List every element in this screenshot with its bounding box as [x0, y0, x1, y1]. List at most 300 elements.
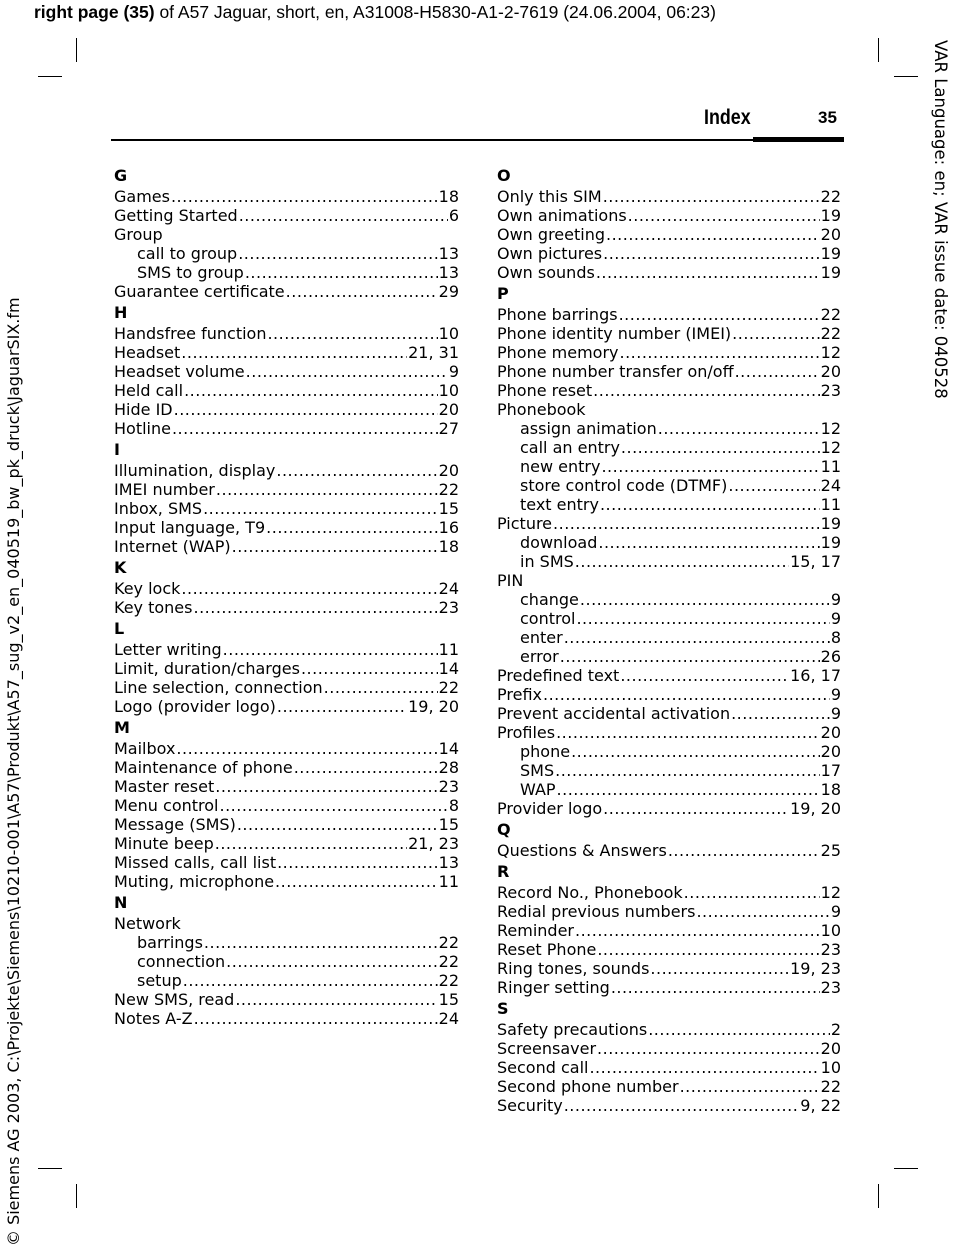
index-page-refs: 9: [830, 590, 841, 609]
index-entry: [497, 1058, 841, 1077]
index-term: change: [520, 590, 579, 609]
index-entry: [114, 834, 459, 853]
index-page-refs: 28: [438, 758, 459, 777]
dot-leader: [286, 282, 438, 301]
index-page-refs: 14: [438, 659, 459, 678]
index-page-refs: 19: [820, 514, 841, 533]
index-entry: [497, 841, 841, 860]
dot-leader: [684, 883, 820, 902]
index-term: setup: [137, 971, 182, 990]
index-term: Provider logo: [497, 799, 603, 818]
index-page-refs: 22: [820, 324, 841, 343]
index-term: error: [520, 647, 559, 666]
index-term: Master reset: [114, 777, 215, 796]
index-entry: [114, 343, 459, 362]
index-term: Own greeting: [497, 225, 605, 244]
index-entry: [114, 579, 459, 598]
dot-leader: [324, 678, 438, 697]
index-entry: [497, 1020, 841, 1039]
index-subentry: [497, 780, 841, 799]
index-page-refs: 13: [438, 244, 459, 263]
dot-leader: [267, 324, 437, 343]
index-subentry: [497, 590, 841, 609]
index-page-refs: 8: [830, 628, 841, 647]
index-page-refs: 23: [438, 777, 459, 796]
index-term: Prefix: [497, 685, 542, 704]
index-page-refs: 22: [820, 305, 841, 324]
dot-leader: [203, 499, 438, 518]
index-entry: [497, 1039, 841, 1058]
index-term: Hide ID: [114, 400, 173, 419]
dot-leader: [596, 263, 820, 282]
dot-leader: [601, 457, 819, 476]
index-term: Own sounds: [497, 263, 595, 282]
index-letter-heading: G: [114, 166, 128, 185]
index-page-refs: 24: [820, 476, 841, 495]
index-letter-heading: M: [114, 718, 130, 737]
dot-leader: [555, 761, 820, 780]
index-entry: [114, 739, 459, 758]
index-term: Phone memory: [497, 343, 619, 362]
index-term: barrings: [137, 933, 203, 952]
index-subentry: [497, 552, 841, 571]
dot-leader: [171, 187, 438, 206]
index-subentry: [497, 742, 841, 761]
index-term: Key tones: [114, 598, 193, 617]
index-page-refs: 29: [438, 282, 459, 301]
index-page-refs: 23: [820, 940, 841, 959]
dot-leader: [237, 815, 438, 834]
index-subentry: [114, 263, 459, 282]
index-entry: [497, 940, 841, 959]
index-page-refs: 12: [820, 438, 841, 457]
index-page-refs: 9: [830, 902, 841, 921]
index-entry: [497, 921, 841, 940]
index-term: Logo (provider logo): [114, 697, 276, 716]
document-meta-line: [34, 2, 716, 23]
index-entry: [497, 381, 841, 400]
index-page-refs: 11: [820, 457, 841, 476]
index-term: Second call: [497, 1058, 589, 1077]
index-term: in SMS: [520, 552, 574, 571]
index-entry: [114, 758, 459, 777]
index-entry: [114, 1009, 459, 1028]
index-entry: [497, 571, 841, 590]
index-page-refs: 10: [438, 381, 459, 400]
index-letter-heading: O: [497, 166, 511, 185]
index-page-refs: 23: [820, 381, 841, 400]
index-term: Ring tones, sounds: [497, 959, 650, 978]
index-entry: [114, 678, 459, 697]
index-page-refs: 15: [438, 815, 459, 834]
index-page-refs: 20: [820, 362, 841, 381]
index-page-refs: 25: [820, 841, 841, 860]
index-page-refs: 16, 17: [790, 666, 841, 685]
index-term: Guarantee certificate: [114, 282, 285, 301]
index-page-refs: 13: [438, 263, 459, 282]
dot-leader: [277, 697, 407, 716]
index-entry: [114, 187, 459, 206]
index-entry: [114, 518, 459, 537]
index-page-refs: 23: [820, 978, 841, 997]
index-page-refs: 12: [820, 419, 841, 438]
index-page-refs: 17: [820, 761, 841, 780]
index-page-refs: 20: [820, 742, 841, 761]
index-term: Picture: [497, 514, 553, 533]
index-term: Phonebook: [497, 400, 586, 419]
index-term: Key lock: [114, 579, 181, 598]
index-page-refs: 22: [820, 1077, 841, 1096]
index-page-refs: 22: [438, 971, 459, 990]
dot-leader: [194, 1009, 438, 1028]
index-column-right: [497, 164, 841, 1115]
index-term: Predefined text: [497, 666, 620, 685]
index-page-refs: 19, 23: [790, 959, 841, 978]
index-term: phone: [520, 742, 571, 761]
index-term: Games: [114, 187, 170, 206]
index-term: Phone number transfer on/off: [497, 362, 734, 381]
dot-leader: [728, 476, 819, 495]
index-entry: [114, 480, 459, 499]
index-term: Only this SIM: [497, 187, 602, 206]
dot-leader: [597, 940, 819, 959]
index-column-left: [114, 164, 459, 1028]
dot-leader: [668, 841, 820, 860]
index-term: text entry: [520, 495, 599, 514]
index-page-refs: 22: [438, 480, 459, 499]
index-term: Phone barrings: [497, 305, 618, 324]
index-page-refs: 20: [820, 723, 841, 742]
dot-leader: [276, 461, 437, 480]
dot-leader: [238, 244, 437, 263]
dot-leader: [571, 742, 820, 761]
index-term: download: [520, 533, 598, 552]
index-term: Hotline: [114, 419, 171, 438]
index-page-refs: 26: [820, 647, 841, 666]
index-term: Handsfree function: [114, 324, 267, 343]
dot-leader: [183, 971, 438, 990]
index-letter-heading: H: [114, 303, 128, 322]
index-term: Message (SMS): [114, 815, 236, 834]
index-entry: [114, 796, 459, 815]
index-term: Group: [114, 225, 163, 244]
index-page-refs: 6: [448, 206, 459, 225]
index-page-refs: 18: [820, 780, 841, 799]
dot-leader: [575, 921, 820, 940]
index-term: Menu control: [114, 796, 219, 815]
side-file-path: © Siemens AG 2003, C:\Projekte\Siemens\10210-001\A57\Produkt\A57_sug_v2_en_040519_bw_pk_druck\JaguarSIX.fm: [4, 297, 23, 1246]
index-page-refs: 10: [438, 324, 459, 343]
dot-leader: [621, 438, 820, 457]
dot-leader: [576, 609, 829, 628]
dot-leader: [593, 381, 819, 400]
index-entry: [497, 959, 841, 978]
index-subentry: [497, 476, 841, 495]
index-entry: [497, 704, 841, 723]
dot-leader: [239, 206, 448, 225]
dot-leader: [560, 647, 820, 666]
page-number: 35: [818, 108, 837, 127]
dot-leader: [658, 419, 820, 438]
index-page-refs: 18: [438, 187, 459, 206]
index-term: Security: [497, 1096, 563, 1115]
index-term: control: [520, 609, 576, 628]
index-term: Maintenance of phone: [114, 758, 293, 777]
index-page-refs: 11: [820, 495, 841, 514]
index-page-refs: 14: [438, 739, 459, 758]
dot-leader: [232, 537, 438, 556]
index-term: connection: [137, 952, 226, 971]
dot-leader: [557, 780, 820, 799]
index-term: Ringer setting: [497, 978, 610, 997]
index-term: SMS: [520, 761, 555, 780]
index-page-refs: 23: [438, 598, 459, 617]
index-term: call an entry: [520, 438, 620, 457]
index-entry: [497, 263, 841, 282]
index-page-refs: 16: [438, 518, 459, 537]
dot-leader: [580, 590, 830, 609]
index-page-refs: 19: [820, 533, 841, 552]
index-page-refs: 21, 31: [408, 343, 459, 362]
index-page-refs: 22: [820, 187, 841, 206]
index-entry: [497, 343, 841, 362]
index-page-refs: 2: [830, 1020, 841, 1039]
index-page-refs: 11: [438, 872, 459, 891]
index-page-refs: 15: [438, 990, 459, 1009]
index-entry: [114, 598, 459, 617]
index-page-refs: 9, 22: [800, 1096, 841, 1115]
index-term: PIN: [497, 571, 524, 590]
dot-leader: [600, 495, 820, 514]
dot-leader: [620, 666, 789, 685]
dot-leader: [266, 518, 438, 537]
crop-mark: [878, 38, 879, 62]
dot-leader: [696, 902, 829, 921]
index-page-refs: 10: [820, 1058, 841, 1077]
dot-leader: [603, 244, 820, 263]
index-term: Reset Phone: [497, 940, 597, 959]
index-page-refs: 15, 17: [790, 552, 841, 571]
dot-leader: [575, 552, 789, 571]
index-term: Headset: [114, 343, 181, 362]
index-entry: [114, 815, 459, 834]
index-entry: [497, 362, 841, 381]
index-page-refs: 18: [438, 537, 459, 556]
dot-leader: [603, 187, 820, 206]
index-page-refs: 20: [438, 400, 459, 419]
dot-leader: [223, 640, 438, 659]
dot-leader: [553, 514, 820, 533]
index-page-refs: 20: [438, 461, 459, 480]
crop-mark: [38, 76, 62, 77]
index-page-refs: 15: [438, 499, 459, 518]
dot-leader: [564, 1096, 800, 1115]
dot-leader: [294, 758, 438, 777]
index-term: Muting, microphone: [114, 872, 275, 891]
index-entry: [114, 225, 459, 244]
index-entry: [497, 1077, 841, 1096]
index-entry: [497, 723, 841, 742]
dot-leader: [193, 598, 437, 617]
index-term: assign animation: [520, 419, 657, 438]
index-subentry: [497, 609, 841, 628]
dot-leader: [603, 799, 789, 818]
dot-leader: [619, 305, 820, 324]
index-page-refs: 22: [438, 952, 459, 971]
dot-leader: [172, 419, 438, 438]
index-page-refs: 24: [438, 1009, 459, 1028]
header-rule: [111, 139, 844, 141]
index-letter-heading: S: [497, 999, 509, 1018]
dot-leader: [628, 206, 820, 225]
index-term: Getting Started: [114, 206, 238, 225]
index-entry: [114, 697, 459, 716]
document-meta-details: of A57 Jaguar, short, en, A31008-H5830-A1-2-7619 (24.06.2004, 06:23): [154, 2, 716, 22]
index-term: store control code (DTMF): [520, 476, 728, 495]
index-term: Redial previous numbers: [497, 902, 696, 921]
dot-leader: [543, 685, 830, 704]
dot-leader: [648, 1020, 830, 1039]
crop-mark: [894, 76, 918, 77]
crop-mark: [878, 1184, 879, 1208]
dot-leader: [277, 853, 438, 872]
index-page-refs: 9: [830, 704, 841, 723]
index-entry: [114, 362, 459, 381]
index-term: WAP: [520, 780, 556, 799]
dot-leader: [735, 362, 820, 381]
document-page-ref: right page (35): [34, 2, 155, 22]
index-page-refs: 20: [820, 1039, 841, 1058]
index-page-refs: 27: [438, 419, 459, 438]
index-term: enter: [520, 628, 563, 647]
index-subentry: [114, 933, 459, 952]
dot-leader: [650, 959, 789, 978]
index-entry: [497, 666, 841, 685]
index-page-refs: 19: [820, 244, 841, 263]
index-term: Record No., Phonebook: [497, 883, 683, 902]
index-page-refs: 19, 20: [790, 799, 841, 818]
index-term: Minute beep: [114, 834, 214, 853]
crop-mark: [894, 1168, 918, 1169]
index-term: new entry: [520, 457, 601, 476]
index-term: Safety precautions: [497, 1020, 648, 1039]
index-page-refs: 12: [820, 343, 841, 362]
crop-mark: [76, 1184, 77, 1208]
index-subentry: [114, 952, 459, 971]
dot-leader: [611, 978, 820, 997]
index-term: Headset volume: [114, 362, 245, 381]
dot-leader: [275, 872, 438, 891]
index-entry: [114, 990, 459, 1009]
dot-leader: [589, 1058, 819, 1077]
index-entry: [114, 853, 459, 872]
index-entry: [114, 640, 459, 659]
index-entry: [114, 461, 459, 480]
index-entry: [497, 978, 841, 997]
index-term: Input language, T9: [114, 518, 266, 537]
dot-leader: [216, 480, 438, 499]
index-page-refs: 13: [438, 853, 459, 872]
index-subentry: [497, 438, 841, 457]
index-page-refs: 11: [438, 640, 459, 659]
dot-leader: [598, 533, 819, 552]
dot-leader: [181, 579, 437, 598]
index-term: Held call: [114, 381, 184, 400]
index-entry: [497, 400, 841, 419]
index-entry: [114, 206, 459, 225]
index-entry: [114, 914, 459, 933]
index-page-refs: 8: [448, 796, 459, 815]
index-entry: [114, 537, 459, 556]
index-entry: [114, 282, 459, 301]
dot-leader: [219, 796, 447, 815]
index-term: Screensaver: [497, 1039, 597, 1058]
index-entry: [497, 324, 841, 343]
index-entry: [497, 883, 841, 902]
index-entry: [497, 902, 841, 921]
index-letter-heading: K: [114, 558, 127, 577]
index-term: Profiles: [497, 723, 556, 742]
index-subentry: [497, 628, 841, 647]
index-term: Letter writing: [114, 640, 222, 659]
index-entry: [497, 206, 841, 225]
index-page-refs: 10: [820, 921, 841, 940]
index-page-refs: 21, 23: [408, 834, 459, 853]
dot-leader: [606, 225, 820, 244]
dot-leader: [597, 1039, 820, 1058]
index-entry: [497, 1096, 841, 1115]
index-page-refs: 12: [820, 883, 841, 902]
index-letter-heading: R: [497, 862, 510, 881]
page-title: Index: [704, 106, 751, 129]
index-term: Phone reset: [497, 381, 593, 400]
dot-leader: [301, 659, 438, 678]
index-page-refs: 24: [438, 579, 459, 598]
index-entry: [497, 799, 841, 818]
dot-leader: [556, 723, 820, 742]
index-entry: [497, 514, 841, 533]
index-term: Internet (WAP): [114, 537, 231, 556]
index-page-refs: 9: [448, 362, 459, 381]
index-entry: [497, 685, 841, 704]
index-term: Notes A-Z: [114, 1009, 193, 1028]
index-page-refs: 22: [438, 678, 459, 697]
index-entry: [114, 872, 459, 891]
index-subentry: [497, 761, 841, 780]
index-term: Network: [114, 914, 181, 933]
dot-leader: [680, 1077, 820, 1096]
index-entry: [114, 419, 459, 438]
index-term: Mailbox: [114, 739, 176, 758]
index-term: SMS to group: [137, 263, 244, 282]
index-term: call to group: [137, 244, 238, 263]
dot-leader: [245, 263, 438, 282]
dot-leader: [181, 343, 407, 362]
dot-leader: [184, 381, 438, 400]
index-entry: [114, 499, 459, 518]
index-subentry: [497, 419, 841, 438]
crop-mark: [76, 38, 77, 62]
index-entry: [114, 324, 459, 343]
index-term: Illumination, display: [114, 461, 276, 480]
index-subentry: [497, 495, 841, 514]
index-entry: [497, 244, 841, 263]
index-term: Second phone number: [497, 1077, 679, 1096]
index-entry: [114, 777, 459, 796]
index-page-refs: 19: [820, 206, 841, 225]
index-entry: [114, 400, 459, 419]
index-page-refs: 19, 20: [408, 697, 459, 716]
